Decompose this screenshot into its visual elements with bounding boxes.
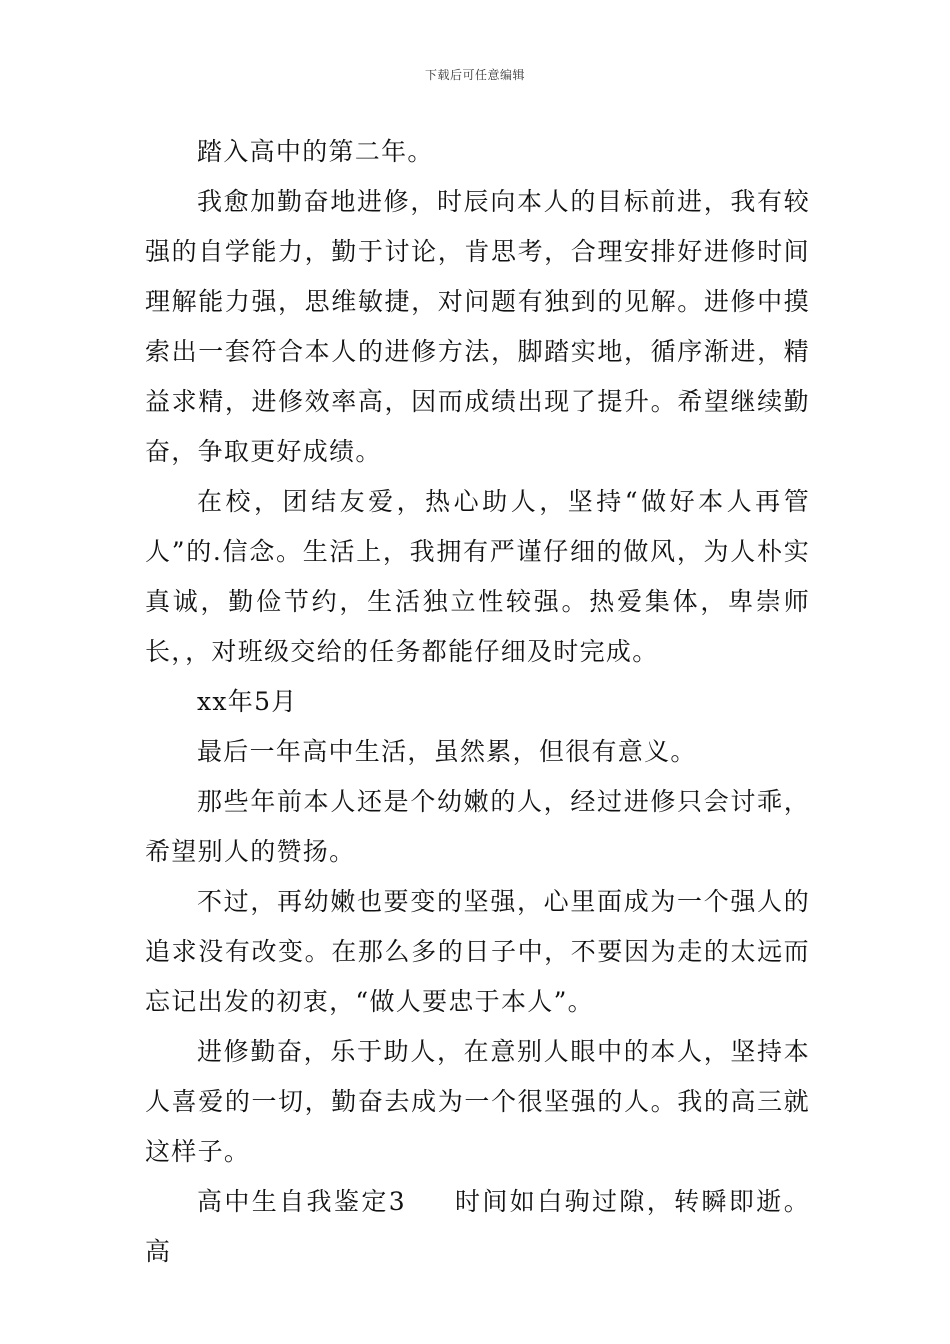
paragraph-1: 踏入高中的第二年。 <box>197 137 434 166</box>
paragraph-5: 最后一年高中生活，虽然累，但很有意义。 <box>197 737 697 766</box>
document-body <box>145 127 810 1277</box>
paragraph-8: 进修勤奋，乐于助人，在意别人眼中的本人，坚持本人喜爱的一切，勤奋去成为一个很坚强的人。我的高三就这样子。 <box>145 1037 810 1166</box>
paragraph-2: 我愈加勤奋地进修，时辰向本人的目标前进，我有较强的自学能力，勤于讨论，肯思考，合理安排好进修时间理解能力强，思维敏捷，对问题有独到的见解。进修中摸索出一套符合本人的进修方法，脚踏实地，循序渐进，精益求精，进修效率高，因而成绩出现了提升。希望继续勤奋，争取更好成绩。 <box>145 187 810 466</box>
section-heading-line <box>145 1177 810 1277</box>
paragraph-6: 那些年前本人还是个幼嫩的人，经过进修只会讨乖，希望别人的赞扬。 <box>145 787 810 866</box>
paragraph-7: 不过，再幼嫩也要变的坚强，心里面成为一个强人的追求没有改变。在那么多的日子中，不要因为走的太远而忘记出发的初衷，“做人要忠于本人”。 <box>145 887 810 1016</box>
paragraph-3: 在校，团结友爱，热心助人，坚持“做好本人再管人”的.信念。生活上，我拥有严谨仔细的做风，为人朴实真诚，勤俭节约，生活独立性较强。热爱集体，卑崇师长，，对班级交给的任务都能仔细及时完成。 <box>145 487 810 666</box>
section-first-sentence: 时间如白驹过隙，转瞬即逝。高 <box>145 1187 810 1266</box>
page-header: 下载后可任意编辑 <box>424 68 525 82</box>
section-heading: 高中生自我鉴定3 <box>197 1187 406 1216</box>
paragraph-date: xx年5月 <box>197 687 298 716</box>
